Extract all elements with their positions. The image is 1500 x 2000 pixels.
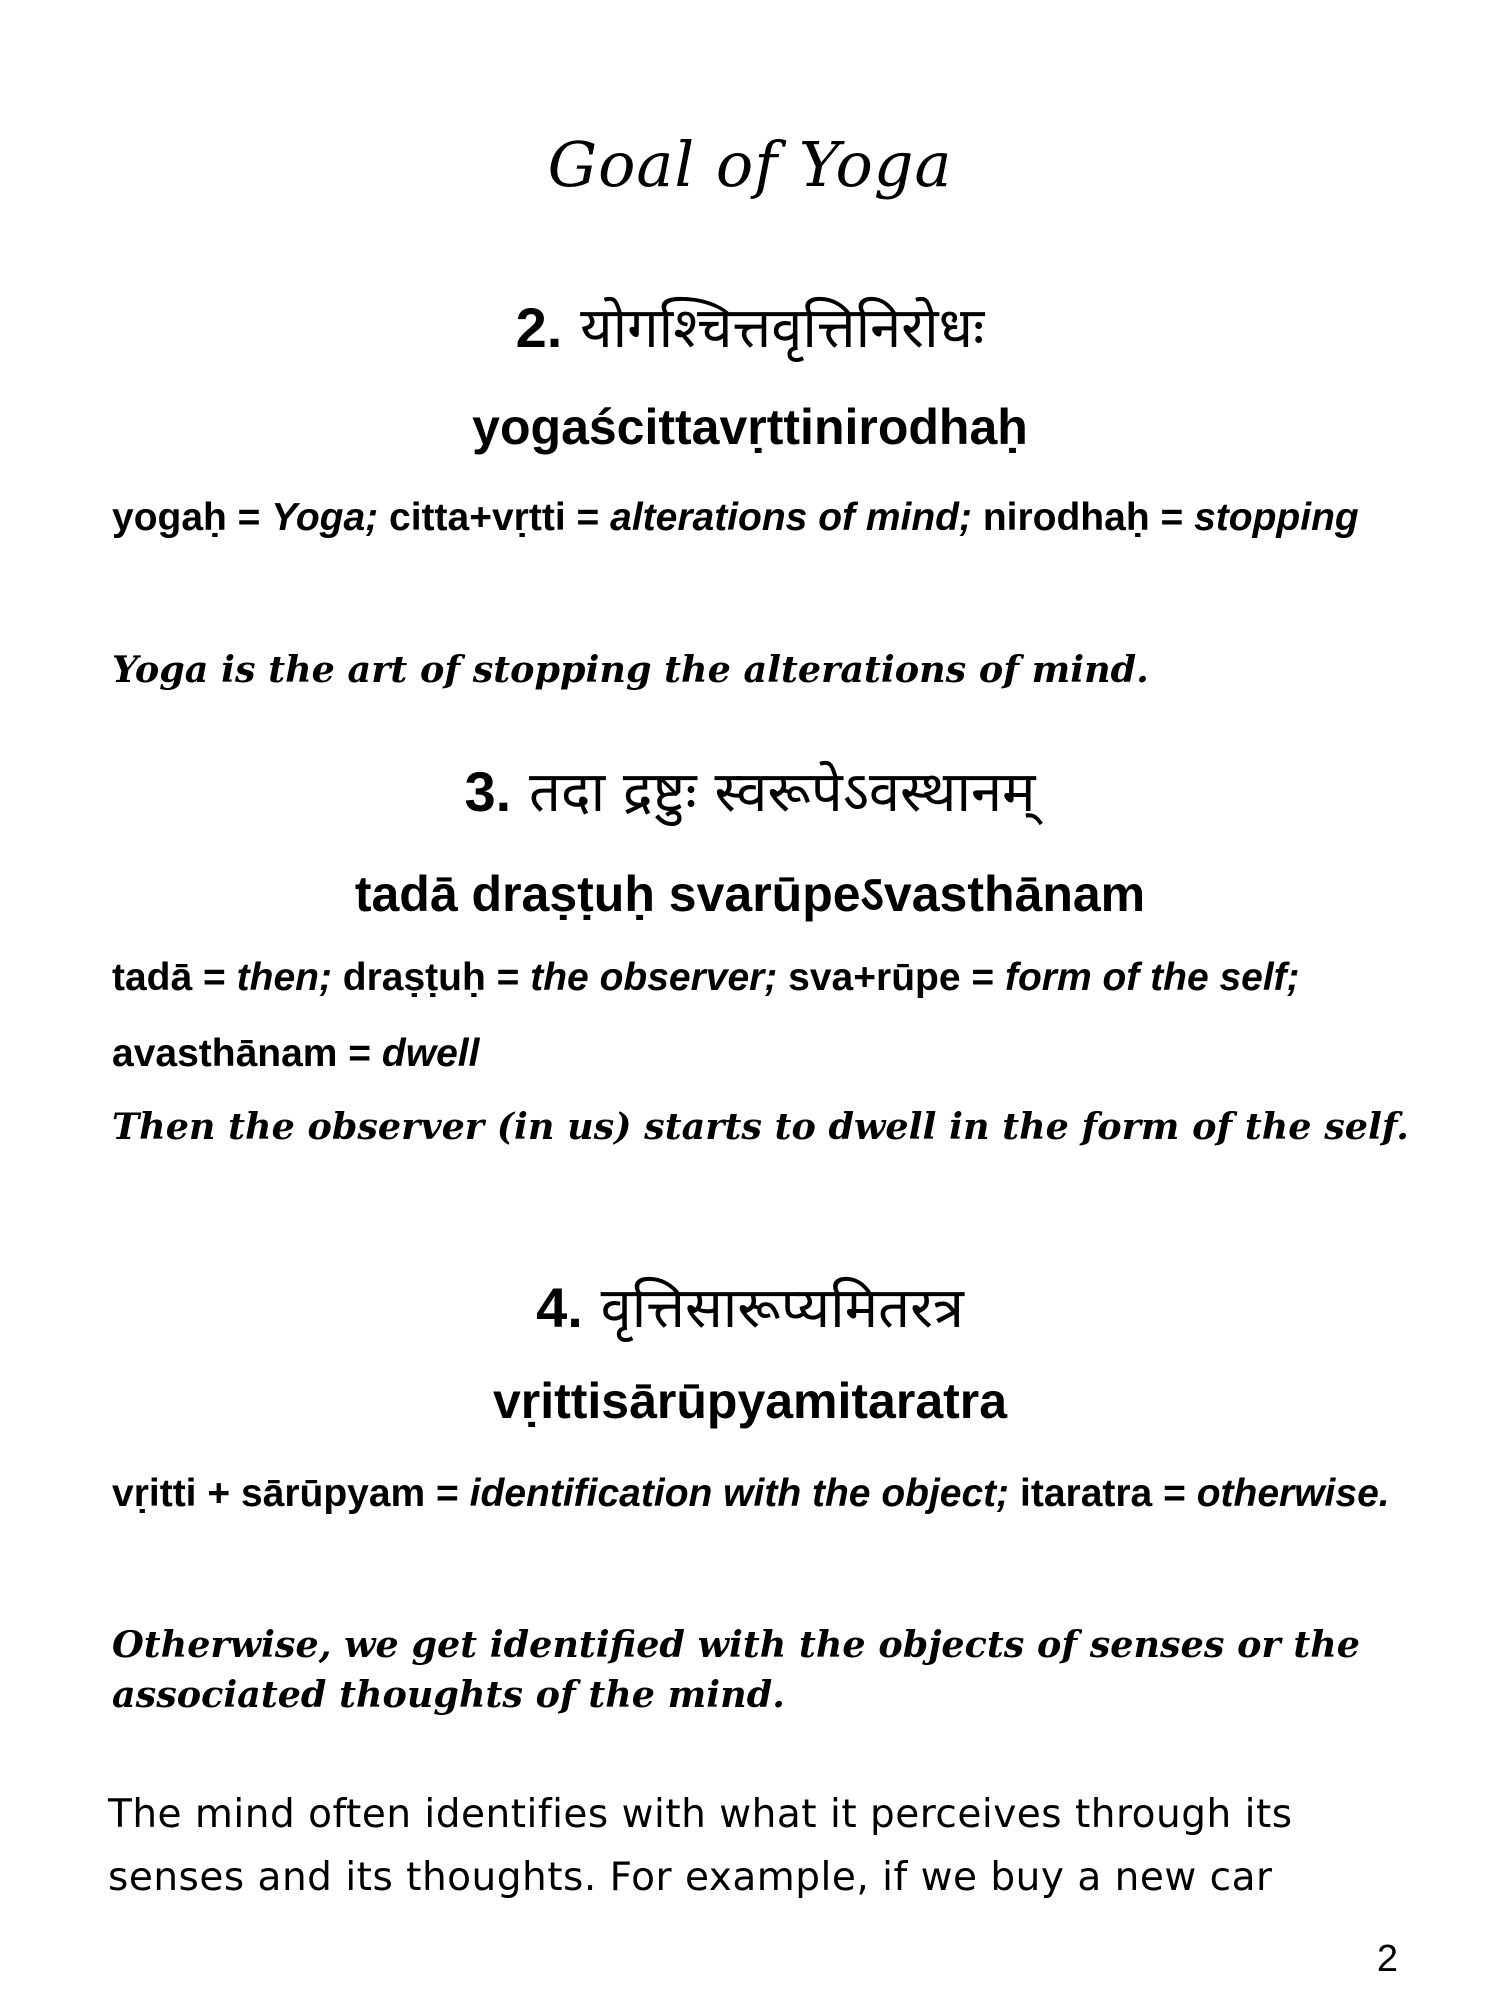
- verse-4-number: 4.: [536, 1276, 583, 1339]
- verse-2-number: 2.: [515, 296, 563, 359]
- verse-4-heading: [0, 1268, 1500, 1344]
- verse-2-translation: Yoga is the art of stopping the alterations of mind.: [112, 648, 1149, 691]
- verse-2-devanagari: योगश्चित्तवृत्तिनिरोधः: [580, 296, 985, 361]
- verse-2-heading: [0, 288, 1500, 364]
- verse-3-transliteration: tadā draṣṭuḥ svarūpeऽvasthānam: [354, 866, 1146, 922]
- verse-3-translation: Then the observer (in us) starts to dwell in the form of the self.: [112, 1105, 1409, 1148]
- page-title: Goal of Yoga: [547, 128, 953, 201]
- verse-3-devanagari: तदा द्रष्टुः स्वरूपेऽवस्थानम्: [528, 760, 1036, 825]
- verse-4-transliteration: vṛittisārūpyamitaratra: [492, 1373, 1008, 1429]
- verse-2-gloss: yogaḥ = Yoga; citta+vṛtti = alterations of mind; nirodhaḥ = stopping: [112, 496, 1359, 539]
- verse-3-heading: [0, 752, 1500, 828]
- body-paragraph: The mind often identifies with what it perceives through its senses and its thoughts. For example, if we buy a new car: [108, 1792, 1293, 1900]
- page-number: 2: [1376, 1938, 1398, 1980]
- verse-4-devanagari: वृत्तिसारूप्यमितरत्र: [600, 1276, 964, 1341]
- verse-2-transliteration: yogaścittavṛttinirodhaḥ: [472, 399, 1028, 455]
- verse-3-number: 3.: [464, 760, 512, 823]
- verse-4-gloss: vṛitti + sārūpyam = identification with the object; itaratra = otherwise.: [112, 1472, 1390, 1515]
- verse-4-translation: Otherwise, we get identified with the objects of senses or the associated thoughts of the mind.: [112, 1623, 1360, 1716]
- verse-3-gloss: tadā = then; draṣṭuḥ = the observer; sva+rūpe = form of the self; avasthānam = dwell: [112, 956, 1300, 1075]
